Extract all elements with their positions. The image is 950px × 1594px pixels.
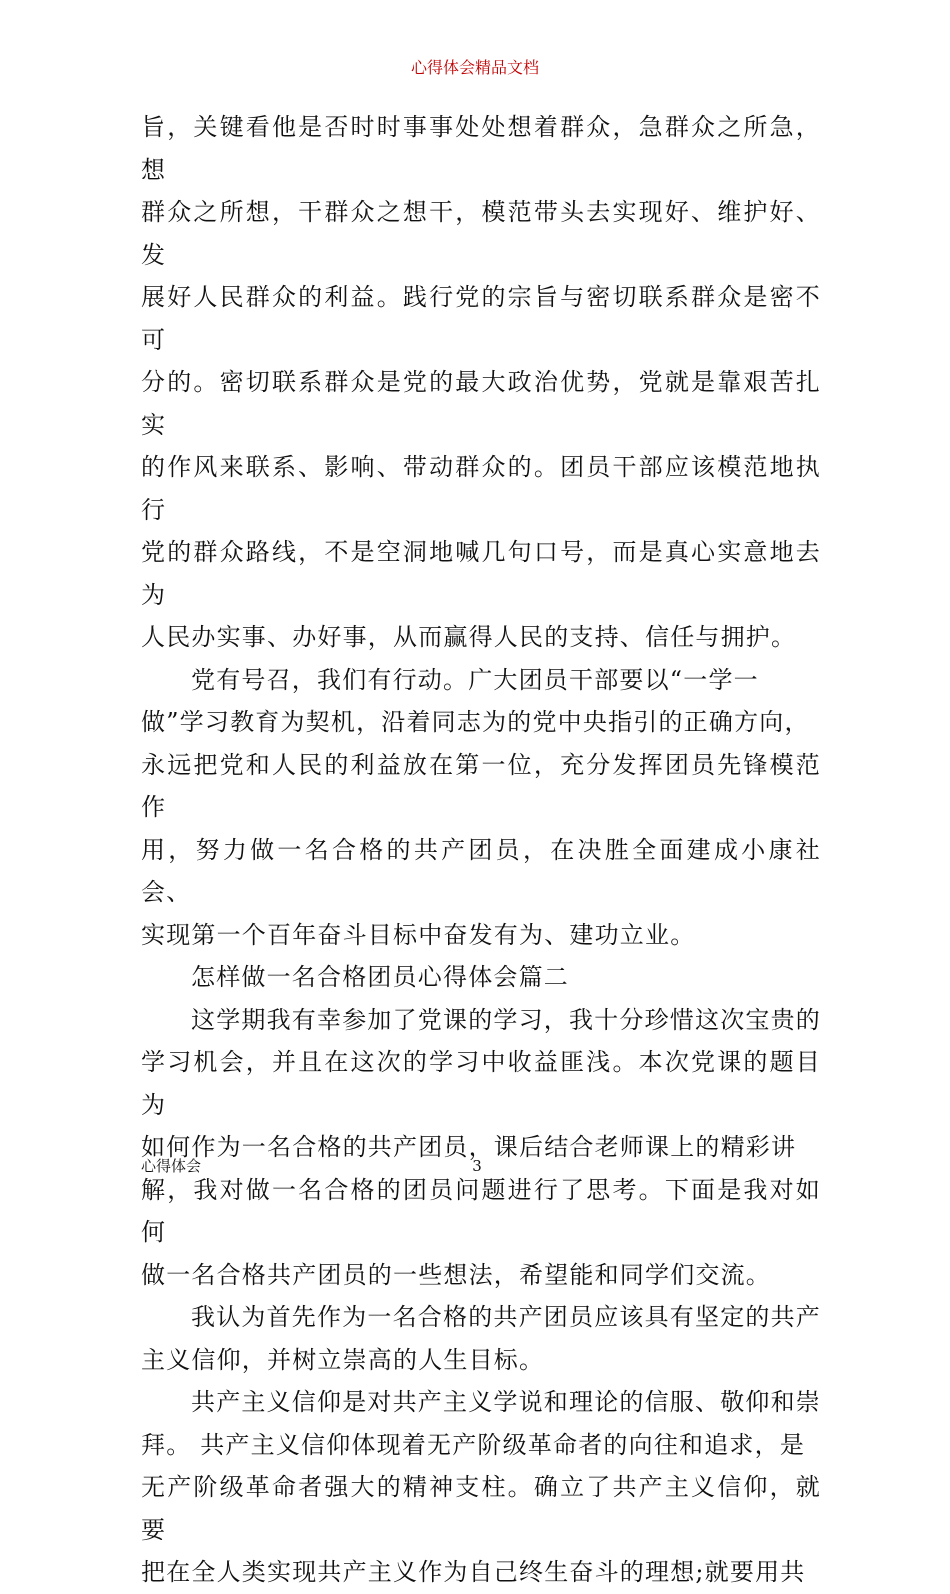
footer-label: 心得体会: [141, 1157, 202, 1175]
paragraph-intro: 这学期我有幸参加了党课的学习，我十分珍惜这次宝贵的 学习机会，并且在这次的学习中收益匪浅。本次党课的题目为 如何作为一名合格的共产团员，课后结合老师课上的精彩讲 解，我对做一名合格的团员问题进行了思考。下面是我对如何 做一名合格共产团员的一些想法，希望能和同学们交流。: [141, 1005, 821, 1289]
document-header-title: 心得体会精品文档: [410, 58, 539, 77]
page-number: 3: [472, 1157, 482, 1175]
paragraph-communism: 共产主义信仰是对共产主义学说和理论的信服、敬仰和崇 拜。 共产主义信仰体现着无产阶级革命者的向往和追求，是 无产阶级革命者强大的精神支柱。确立了共产主义信仰，就要 把在全人类实现共产主义作为自己终生奋斗的理想;就要用共: [141, 1388, 821, 1586]
paragraph-continuation: 旨，关键看他是否时时事事处处想着群众，急群众之所急，想 群众之所想，干群众之想干，模范带头去实现好、维护好、发 展好人民群众的利益。践行党的宗旨与密切联系群众是密不可 分的。密切联系群众是党的最大政治优势，党就是靠艰苦扎实 的作风来联系、影响、带动群众的。团员干部应该模范地执行 党的群众路线，不是空洞地喊几句口号，而是真心实意地去为 人民办实事、办好事，从而赢得人民的支持、信任与拥护。: [141, 113, 821, 651]
document-body: [141, 106, 821, 1594]
paragraph-call-to-action: 党有号召，我们有行动。广大团员干部要以“一学一 做”学习教育为契机，沿着同志为的党中央指引的正确方向， 永远把党和人民的利益放在第一位，充分发挥团员先锋模范作 用，努力做一名合格的共产团员，在决胜全面建成小康社会、 实现第一个百年奋斗目标中奋发有为、建功立业。: [141, 665, 821, 949]
section-heading: 怎样做一名合格团员心得体会篇二: [191, 963, 569, 991]
paragraph-belief: 我认为首先作为一名合格的共产团员应该具有坚定的共产 主义信仰，并树立崇高的人生目标。: [141, 1303, 821, 1374]
